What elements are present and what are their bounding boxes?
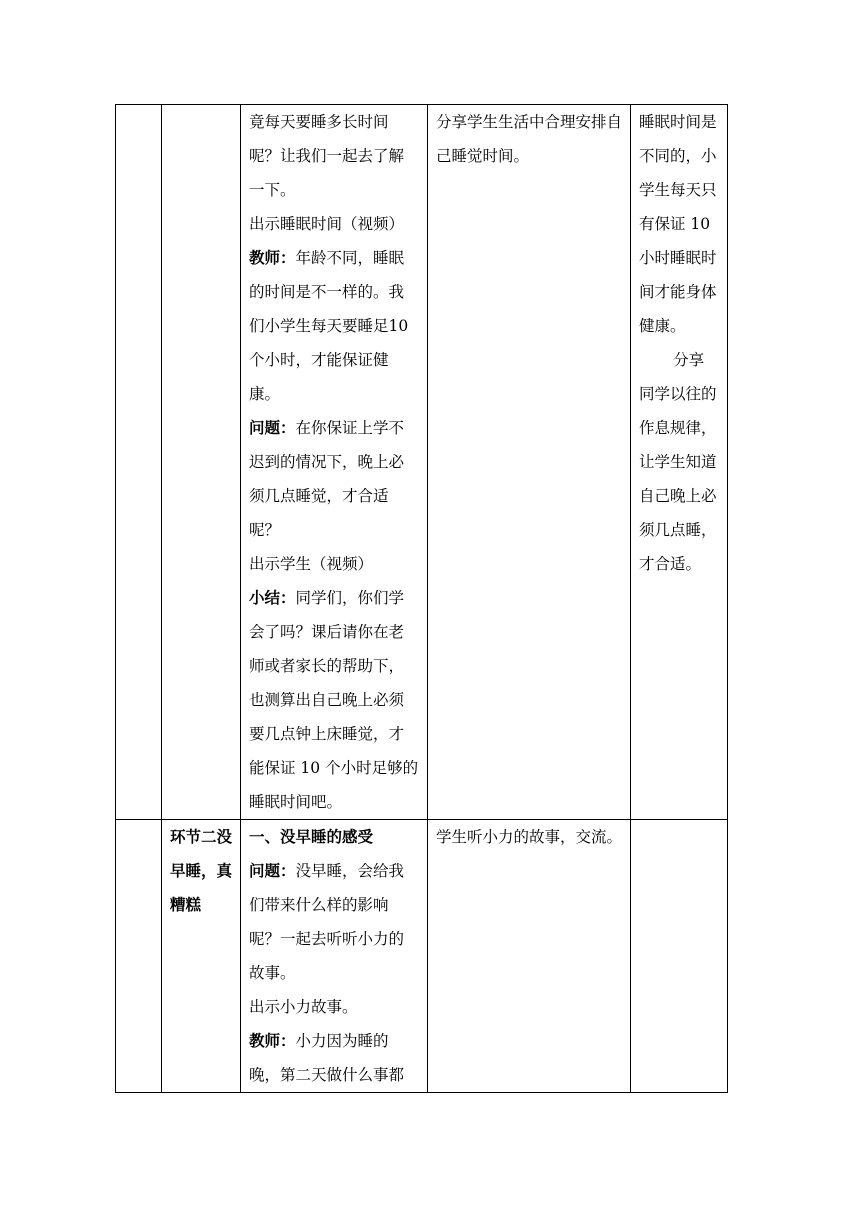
cell-stage xyxy=(162,105,241,820)
paragraph: 问题：在你保证上学不迟到的情况下，晚上必须几点睡觉，才合适呢？ xyxy=(249,418,405,539)
table-row xyxy=(116,105,728,820)
intent-text: 睡眠时间是不同的，小学生每天只有保证 10 小时睡眠时间才能身体健康。 xyxy=(639,113,717,335)
paragraph: 出示小力故事。 xyxy=(249,998,358,1016)
stage-title: 环节二没早睡，真糟糕 xyxy=(170,827,233,914)
cell-teacher-activity xyxy=(241,105,428,820)
cell-blank xyxy=(116,820,162,1093)
paragraph: 出示学生（视频） xyxy=(249,555,374,573)
intent-text: 分享同学以往的作息规律，让学生知道自己晚上必须几点睡，才合适。 xyxy=(639,351,717,573)
cell-student-activity xyxy=(428,105,631,820)
student-activity-text: 学生听小力的故事，交流。 xyxy=(436,828,623,846)
paragraph: 竟每天要睡多长时间呢？让我们一起去了解一下。 xyxy=(249,113,405,199)
cell-design-intent xyxy=(631,820,728,1093)
table-row xyxy=(116,820,728,1093)
paragraph: 教师：年龄不同，睡眠的时间是不一样的。我们小学生每天要睡足10个小时，才能保证健康。 xyxy=(249,248,409,403)
student-activity-text: 分享学生生活中合理安排自己睡觉时间。 xyxy=(436,113,623,165)
cell-blank xyxy=(116,105,162,820)
cell-teacher-activity xyxy=(241,820,428,1093)
cell-design-intent xyxy=(631,105,728,820)
cell-stage xyxy=(162,820,241,1093)
paragraph: 出示睡眠时间（视频） xyxy=(249,215,405,233)
paragraph: 问题：没早睡，会给我们带来什么样的影响呢？一起去听听小力的故事。 xyxy=(249,861,405,982)
paragraph: 教师：小力因为睡的晚，第二天做什么事都 xyxy=(249,1031,405,1084)
cell-student-activity xyxy=(428,820,631,1093)
lesson-plan-table xyxy=(115,104,728,1093)
section-heading: 一、没早睡的感受 xyxy=(249,827,374,846)
paragraph: 小结：同学们，你们学会了吗？课后请你在老师或者家长的帮助下，也测算出自己晚上必须要几点钟上床睡觉，才能保证 10 个小时足够的睡眠时间吧。 xyxy=(249,588,419,811)
